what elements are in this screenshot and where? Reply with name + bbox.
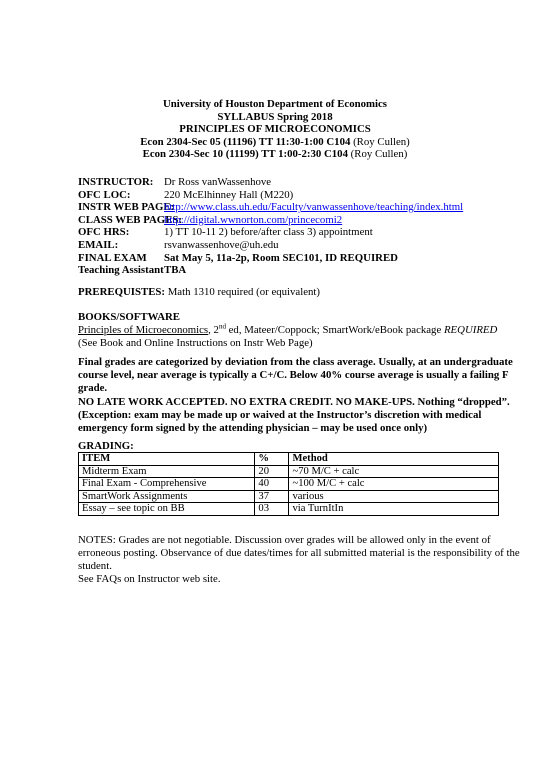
book-edition-post: ed, Mateer/Coppock; SmartWork/eBook package: [225, 324, 444, 336]
grading-cell-item: Midterm Exam: [79, 465, 255, 478]
office-value: 220 McElhinney Hall (M220): [164, 188, 294, 201]
final-exam-label: FINAL EXAM: [78, 251, 147, 264]
section-line-2: [0, 148, 550, 161]
info-row-office: [78, 189, 518, 202]
section-2-instructor: (Roy Cullen): [347, 148, 408, 161]
syllabus-term: SYLLABUS Spring 2018: [217, 110, 333, 123]
instructor-label: INSTRUCTOR:: [78, 176, 154, 188]
grading-header-item: ITEM: [79, 453, 255, 466]
table-row: [79, 465, 499, 478]
grading-cell-percent: 40: [255, 478, 289, 491]
section-2: Econ 2304-Sec 10 (11199) TT 1:00-2:30 C104: [142, 148, 348, 161]
info-row-hours: [78, 226, 518, 239]
course-title: PRINCIPLES OF MICROECONOMICS: [179, 123, 371, 136]
grading-title: GRADING:: [78, 440, 134, 452]
table-row: [79, 503, 499, 516]
course-info: [78, 176, 518, 277]
book-edition-pre: , 2: [208, 324, 219, 336]
class-web-label: CLASS WEB PAGES:: [78, 213, 182, 226]
notes-faq: See FAQs on Instructor web site.: [78, 573, 221, 585]
info-row-instr-web: [78, 201, 518, 214]
grading-cell-method: ~70 M/C + calc: [289, 465, 499, 478]
section-line-1: [0, 136, 550, 149]
instr-web-link[interactable]: http://www.class.uh.edu/Faculty/vanwassenhove/teaching/index.html: [164, 201, 464, 214]
grading-cell-percent: 37: [255, 490, 289, 503]
grading-cell-item: Essay – see topic on BB: [79, 503, 255, 516]
book-title: Principles of Microeconomics: [78, 324, 209, 336]
table-row: [79, 490, 499, 503]
prereq-text: Math 1310 required (or equivalent): [165, 286, 321, 298]
grading-header-percent: %: [255, 453, 289, 466]
ta-value: TBA: [164, 264, 187, 277]
table-row: [79, 478, 499, 491]
syllabus-header: [0, 98, 550, 161]
info-row-ta: [78, 264, 518, 277]
books-title: BOOKS/SOFTWARE: [78, 311, 180, 323]
grading-cell-item: SmartWork Assignments: [79, 490, 255, 503]
grading-cell-percent: 03: [255, 503, 289, 516]
final-exam-value: Sat May 5, 11a-2p, Room SEC101, ID REQUIRED: [164, 251, 398, 264]
section-1-instructor: (Roy Cullen): [350, 135, 410, 148]
grading-cell-item: Final Exam - Comprehensive: [79, 478, 255, 491]
class-web-link[interactable]: http://digital.wwnorton.com/princecomi2: [164, 213, 343, 226]
instructor-value: Dr Ross vanWassenhove: [164, 176, 272, 188]
prereq-label: PREREQUISTES:: [78, 286, 165, 298]
hours-label: OFC HRS:: [78, 226, 130, 239]
grading-table: [78, 452, 499, 516]
ta-label: Teaching Assistant: [78, 264, 164, 277]
info-row-class-web: [78, 214, 518, 227]
grading-notes: [78, 534, 533, 586]
grading-cell-percent: 20: [255, 465, 289, 478]
book-line: [78, 324, 533, 337]
prerequisites: [78, 286, 528, 298]
book-required: REQUIRED: [443, 324, 498, 336]
email-label: EMAIL:: [78, 238, 119, 251]
info-row-email: [78, 239, 518, 252]
info-row-instructor: [78, 176, 518, 189]
department-title: University of Houston Department of Economics: [162, 98, 387, 110]
grading-header-method: Method: [289, 453, 499, 466]
office-label: OFC LOC:: [78, 188, 131, 201]
section-1: Econ 2304-Sec 05 (11196) TT 11:30-1:00 C104: [140, 135, 351, 148]
books-software: [78, 311, 533, 350]
book-see-note: (See Book and Online Instructions on Instr Web Page): [78, 337, 313, 349]
grades-policy: Final grades are categorized by deviation from the class average. Usually, at an undergraduate course level, near average is typically a C+/C. Below 40% course average is usually a failing F grade.: [78, 356, 513, 394]
info-row-final: [78, 252, 518, 265]
late-work-policy: NO LATE WORK ACCEPTED. NO EXTRA CREDIT. NO MAKE-UPS. Nothing “dropped”. (Exception: exam may be made up or waived at the Instructor’s discretion with medical emergency form signed by the attending physician – may be used once only): [78, 396, 510, 434]
grading-cell-method: various: [289, 490, 499, 503]
hours-value: 1) TT 10-11 2) before/after class 3) appointment: [164, 226, 373, 239]
grading-header-row: [79, 453, 499, 466]
grading-cell-method: via TurnItIn: [289, 503, 499, 516]
grading-cell-method: ~100 M/C + calc: [289, 478, 499, 491]
book-edition-sup: nd: [218, 322, 226, 331]
notes-text: NOTES: Grades are not negotiable. Discussion over grades will be allowed only in the event of erroneous posting. Observance of due dates/times for all submitted material is the responsibility of the student.: [78, 534, 520, 572]
instr-web-label: INSTR WEB PAGE:: [78, 201, 175, 214]
email-value: rsvanwassenhove@uh.edu: [164, 238, 279, 251]
